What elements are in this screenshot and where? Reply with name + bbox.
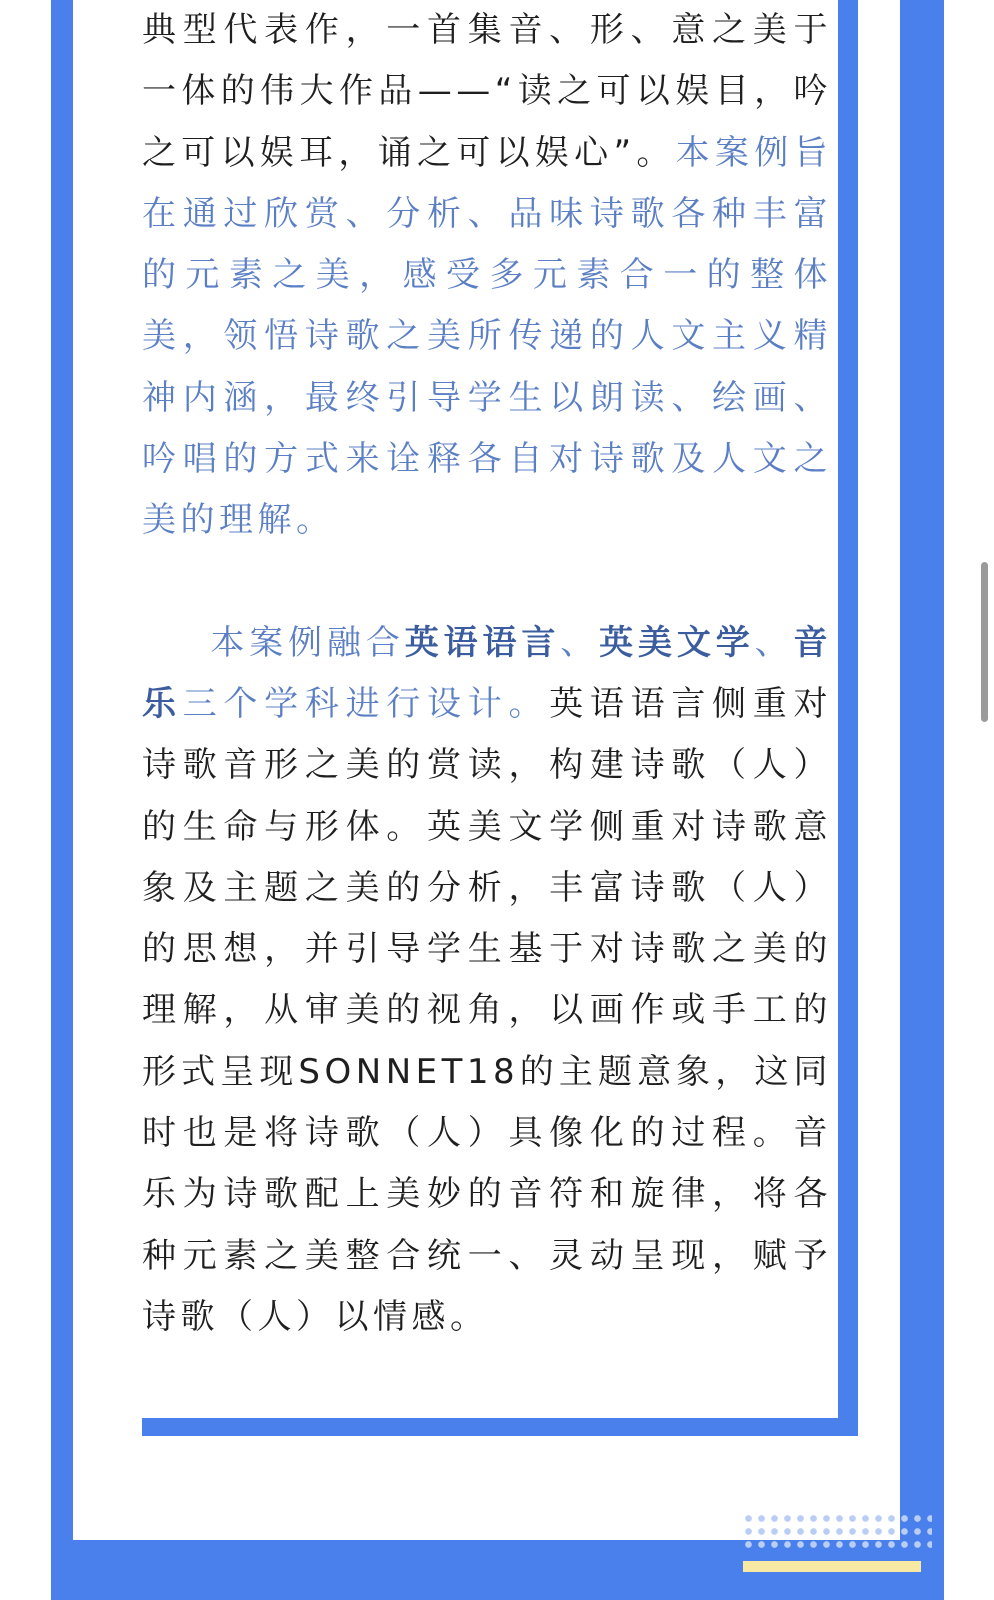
- paragraph-design-body: 英语语言侧重对诗歌音形之美的赏读，构建诗歌（人）的生命与形体。英美文学侧重对诗歌意象及主题之美的分析，丰富诗歌（人）的思想，并引导学生基于对诗歌之美的理解，从审美的视角，以画作或手工的形式呈现SONNET18的主题意象，这同时也是将诗歌（人）具像化的过程。音乐为诗歌配上美妙的音符和旋律，将各种元素之美整合统一、灵动呈现，赋予诗歌（人）以情感。: [142, 683, 832, 1337]
- paragraph-intro-highlight: 本案例旨在通过欣赏、分析、品味诗歌各种丰富的元素之美，感受多元素合一的整体美，领悟诗歌之美所传递的人文主义精神内涵，最终引导学生以朗读、绘画、吟唱的方式来诠释各自对诗歌及人文之美的理解。: [142, 132, 833, 541]
- scrollbar-thumb[interactable]: [981, 562, 988, 722]
- design-lead-text: 本案例融合: [210, 622, 405, 663]
- subject-separator: 、: [754, 622, 794, 663]
- content-bottom-bar: [142, 1418, 858, 1436]
- subject-music: 音乐: [142, 622, 832, 724]
- decorative-dot-grid: [742, 1512, 932, 1554]
- design-lead-tail: 三个学科进行设计。: [182, 683, 550, 724]
- article-body: [142, 0, 832, 1348]
- paragraph-intro: [142, 0, 832, 552]
- frame-inner-edge: [838, 0, 858, 1420]
- decorative-yellow-bar: [743, 1561, 921, 1572]
- paragraph-intro-lead: 典型代表作，一首集音、形、意之美于一体的伟大作品——“读之可以娱目，吟之可以娱耳，诵之可以娱心”。: [142, 10, 832, 173]
- paragraph-design: [142, 613, 832, 1349]
- subject-literature: 英美文学: [599, 622, 755, 663]
- subject-separator: 、: [560, 622, 600, 663]
- subject-english-language: 英语语言: [404, 622, 561, 663]
